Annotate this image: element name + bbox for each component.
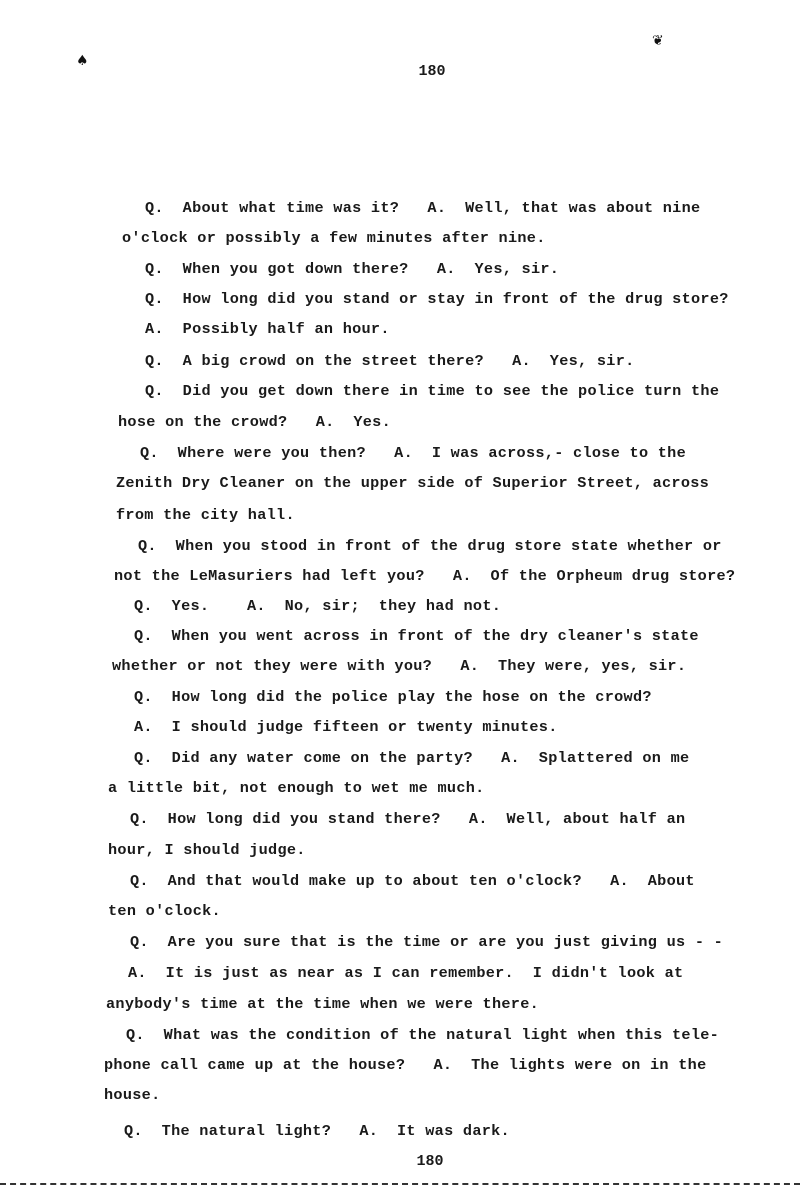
transcript-line: Q. Yes. A. No, sir; they had not. xyxy=(134,597,502,615)
transcript-line: Q. And that would make up to about ten o'clock? A. About xyxy=(130,872,695,890)
transcript-line: anybody's time at the time when we were there. xyxy=(106,995,540,1013)
transcript-line: house. xyxy=(104,1086,161,1104)
transcript-line: A. Possibly half an hour. xyxy=(145,320,390,338)
transcript-line: Q. When you stood in front of the drug store state whether or xyxy=(138,537,722,555)
transcript-line: Q. About what time was it? A. Well, that was about nine xyxy=(145,199,701,217)
transcript-line: Q. Did any water come on the party? A. Splattered on me xyxy=(134,749,690,767)
transcript-line: ten o'clock. xyxy=(108,902,221,920)
transcript-line: a little bit, not enough to wet me much. xyxy=(108,779,485,797)
transcript-line: from the city hall. xyxy=(116,506,295,524)
transcript-line: A. It is just as near as I can remember. I didn't look at xyxy=(128,964,684,982)
transcript-line: Q. How long did you stand there? A. Well, about half an xyxy=(130,810,686,828)
transcript-line: Q. A big crowd on the street there? A. Yes, sir. xyxy=(145,352,635,370)
transcript-line: Q. The natural light? A. It was dark. xyxy=(124,1122,510,1140)
transcript-line: Q. How long did you stand or stay in front of the drug store? xyxy=(145,290,729,308)
transcript-line: hose on the crowd? A. Yes. xyxy=(118,413,392,431)
page-number-top: 180 xyxy=(418,63,446,80)
page-number-bottom: 180 xyxy=(416,1153,444,1170)
transcript-line: Q. Where were you then? A. I was across,- close to the xyxy=(140,444,687,462)
transcript-line: Q. When you got down there? A. Yes, sir. xyxy=(145,260,560,278)
transcript-line: Zenith Dry Cleaner on the upper side of Superior Street, across xyxy=(116,474,710,492)
transcript-line: Q. Are you sure that is the time or are you just giving us - - xyxy=(130,933,724,951)
transcript-line: Q. When you went across in front of the dry cleaner's state xyxy=(134,627,699,645)
left-margin-mark-icon: ♠ xyxy=(76,53,89,69)
transcript-line: Q. What was the condition of the natural light when this tele- xyxy=(126,1026,720,1044)
transcript-line: phone call came up at the house? A. The lights were on in the xyxy=(104,1056,707,1074)
transcript-line: Q. How long did the police play the hose on the crowd? xyxy=(134,688,652,706)
right-margin-mark-icon: ❦ xyxy=(652,33,664,49)
transcript-line: hour, I should judge. xyxy=(108,841,306,859)
transcript-line: Q. Did you get down there in time to see the police turn the xyxy=(145,382,720,400)
transcript-line: not the LeMasuriers had left you? A. Of the Orpheum drug store? xyxy=(114,567,736,585)
transcript-line: whether or not they were with you? A. They were, yes, sir. xyxy=(112,657,687,675)
transcript-line: A. I should judge fifteen or twenty minutes. xyxy=(134,718,558,736)
transcript-line: o'clock or possibly a few minutes after nine. xyxy=(122,229,546,247)
bottom-rule xyxy=(0,1183,800,1185)
